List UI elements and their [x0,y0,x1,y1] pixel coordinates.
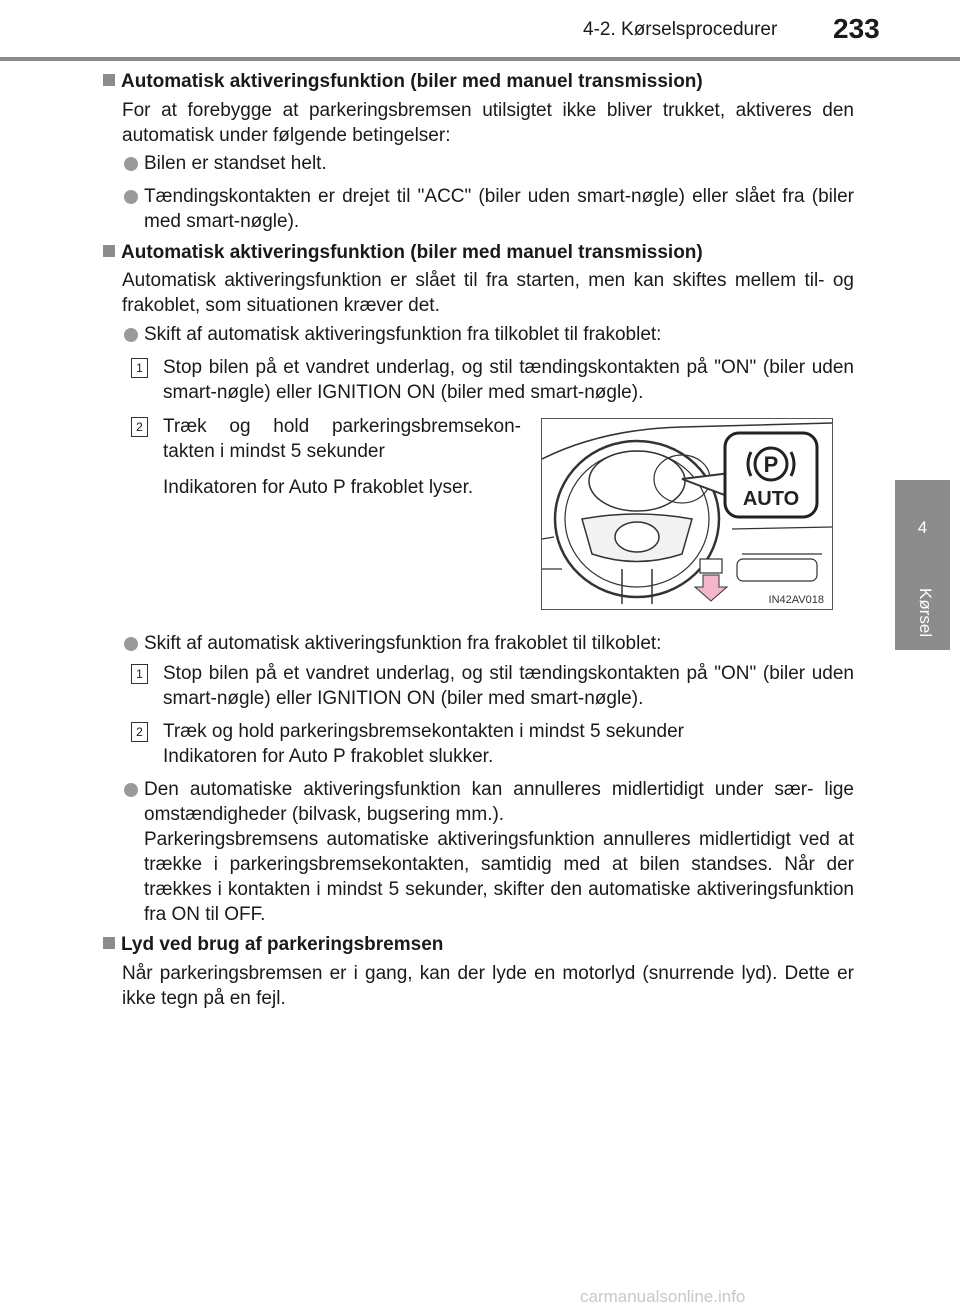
auto-p-indicator-letter: P [763,452,779,477]
square-bullet-icon [103,245,115,257]
square-bullet-icon [103,74,115,86]
round-bullet-icon [124,783,138,797]
section-intro-2: Automatisk aktiveringsfunktion er slået til fra starten, men kan skiftes mellem til- og frakoblet, som situationen kræver det. [122,270,854,316]
illustration-code: IN42AV018 [768,594,824,606]
step-number-badge: 2 [131,417,148,437]
step-number-badge: 1 [131,664,148,684]
page-number: 233 [833,13,880,44]
section-heading-2: Automatisk aktiveringsfunktion (biler med manuel transmission) [103,240,863,265]
dashboard-illustration [541,418,833,610]
step-text: Træk og hold parkeringsbremsekon- takten i mindst 5 sekunder [163,416,521,462]
steering-wheel-illustration [542,419,832,609]
round-bullet-icon [124,190,138,204]
step-number-badge: 1 [131,358,148,378]
section-title: 4-2. Kørselsprocedurer [583,19,778,40]
square-bullet-icon [103,937,115,949]
section-intro-3: Når parkeringsbremsen er i gang, kan der lyde en motorlyd (snurrende lyd). Dette er ikke tegn på en fejl. [122,963,854,1009]
step-text: Træk og hold parkeringsbremsekontakten i mindst 5 sekunder [163,721,684,742]
header-divider [0,57,960,61]
bullet-detail: Parkeringsbremsens automatiske aktiveringsfunktion annulleres midlertidigt ved at trække i parkeringsbremsekontakten, samtidig med at bilen standses. Når der trækkes i kontakten i mindst 5 sekunder, skifter den automatiske aktiveringsfunktion fra ON til OFF. [144,829,854,925]
bullet-text: Bilen er standset helt. [144,153,327,174]
section-heading-1: Automatisk aktiveringsfunktion (biler med manuel transmission) [103,69,863,94]
section-heading-3: Lyd ved brug af parkeringsbremsen [103,932,863,957]
bullet-text: Tændingskontakten er drejet til "ACC" (biler uden smart-nøgle) eller slået fra (biler med smart-nøgle). [144,186,854,232]
step-text: Stop bilen på et vandret underlag, og stil tændingskontakten på "ON" (biler uden smart-nøgle) eller IGNITION ON (biler med smart-nøgle). [163,663,854,709]
step-note: Indikatoren for Auto P frakoblet slukker. [163,746,494,767]
chapter-label: Kørsel [916,588,935,638]
section-intro-1: For at forebygge at parkeringsbremsen utilsigtet ikke bliver trukket, aktiveres den automatisk under følgende betingelser: [122,100,854,146]
watermark: carmanualsonline.info [580,1287,746,1306]
bullet-text: Skift af automatisk aktiveringsfunktion fra tilkoblet til frakoblet: [144,324,662,345]
auto-p-indicator-label: AUTO [742,488,800,510]
round-bullet-icon [124,637,138,651]
round-bullet-icon [124,157,138,171]
step-note: Indikatoren for Auto P frakoblet lyser. [163,477,474,498]
chapter-number: 4 [917,518,928,537]
bullet-text: Skift af automatisk aktiveringsfunktion fra frakoblet til tilkoblet: [144,633,662,654]
round-bullet-icon [124,328,138,342]
bullet-text: Den automatiske aktiveringsfunktion kan annulleres midlertidigt under sær- lige omstændigheder (bilvask, bugsering mm.). [144,779,854,825]
step-text: Stop bilen på et vandret underlag, og stil tændingskontakten på "ON" (biler uden smart-nøgle) eller IGNITION ON (biler med smart-nøgle). [163,357,854,403]
step-number-badge: 2 [131,722,148,742]
